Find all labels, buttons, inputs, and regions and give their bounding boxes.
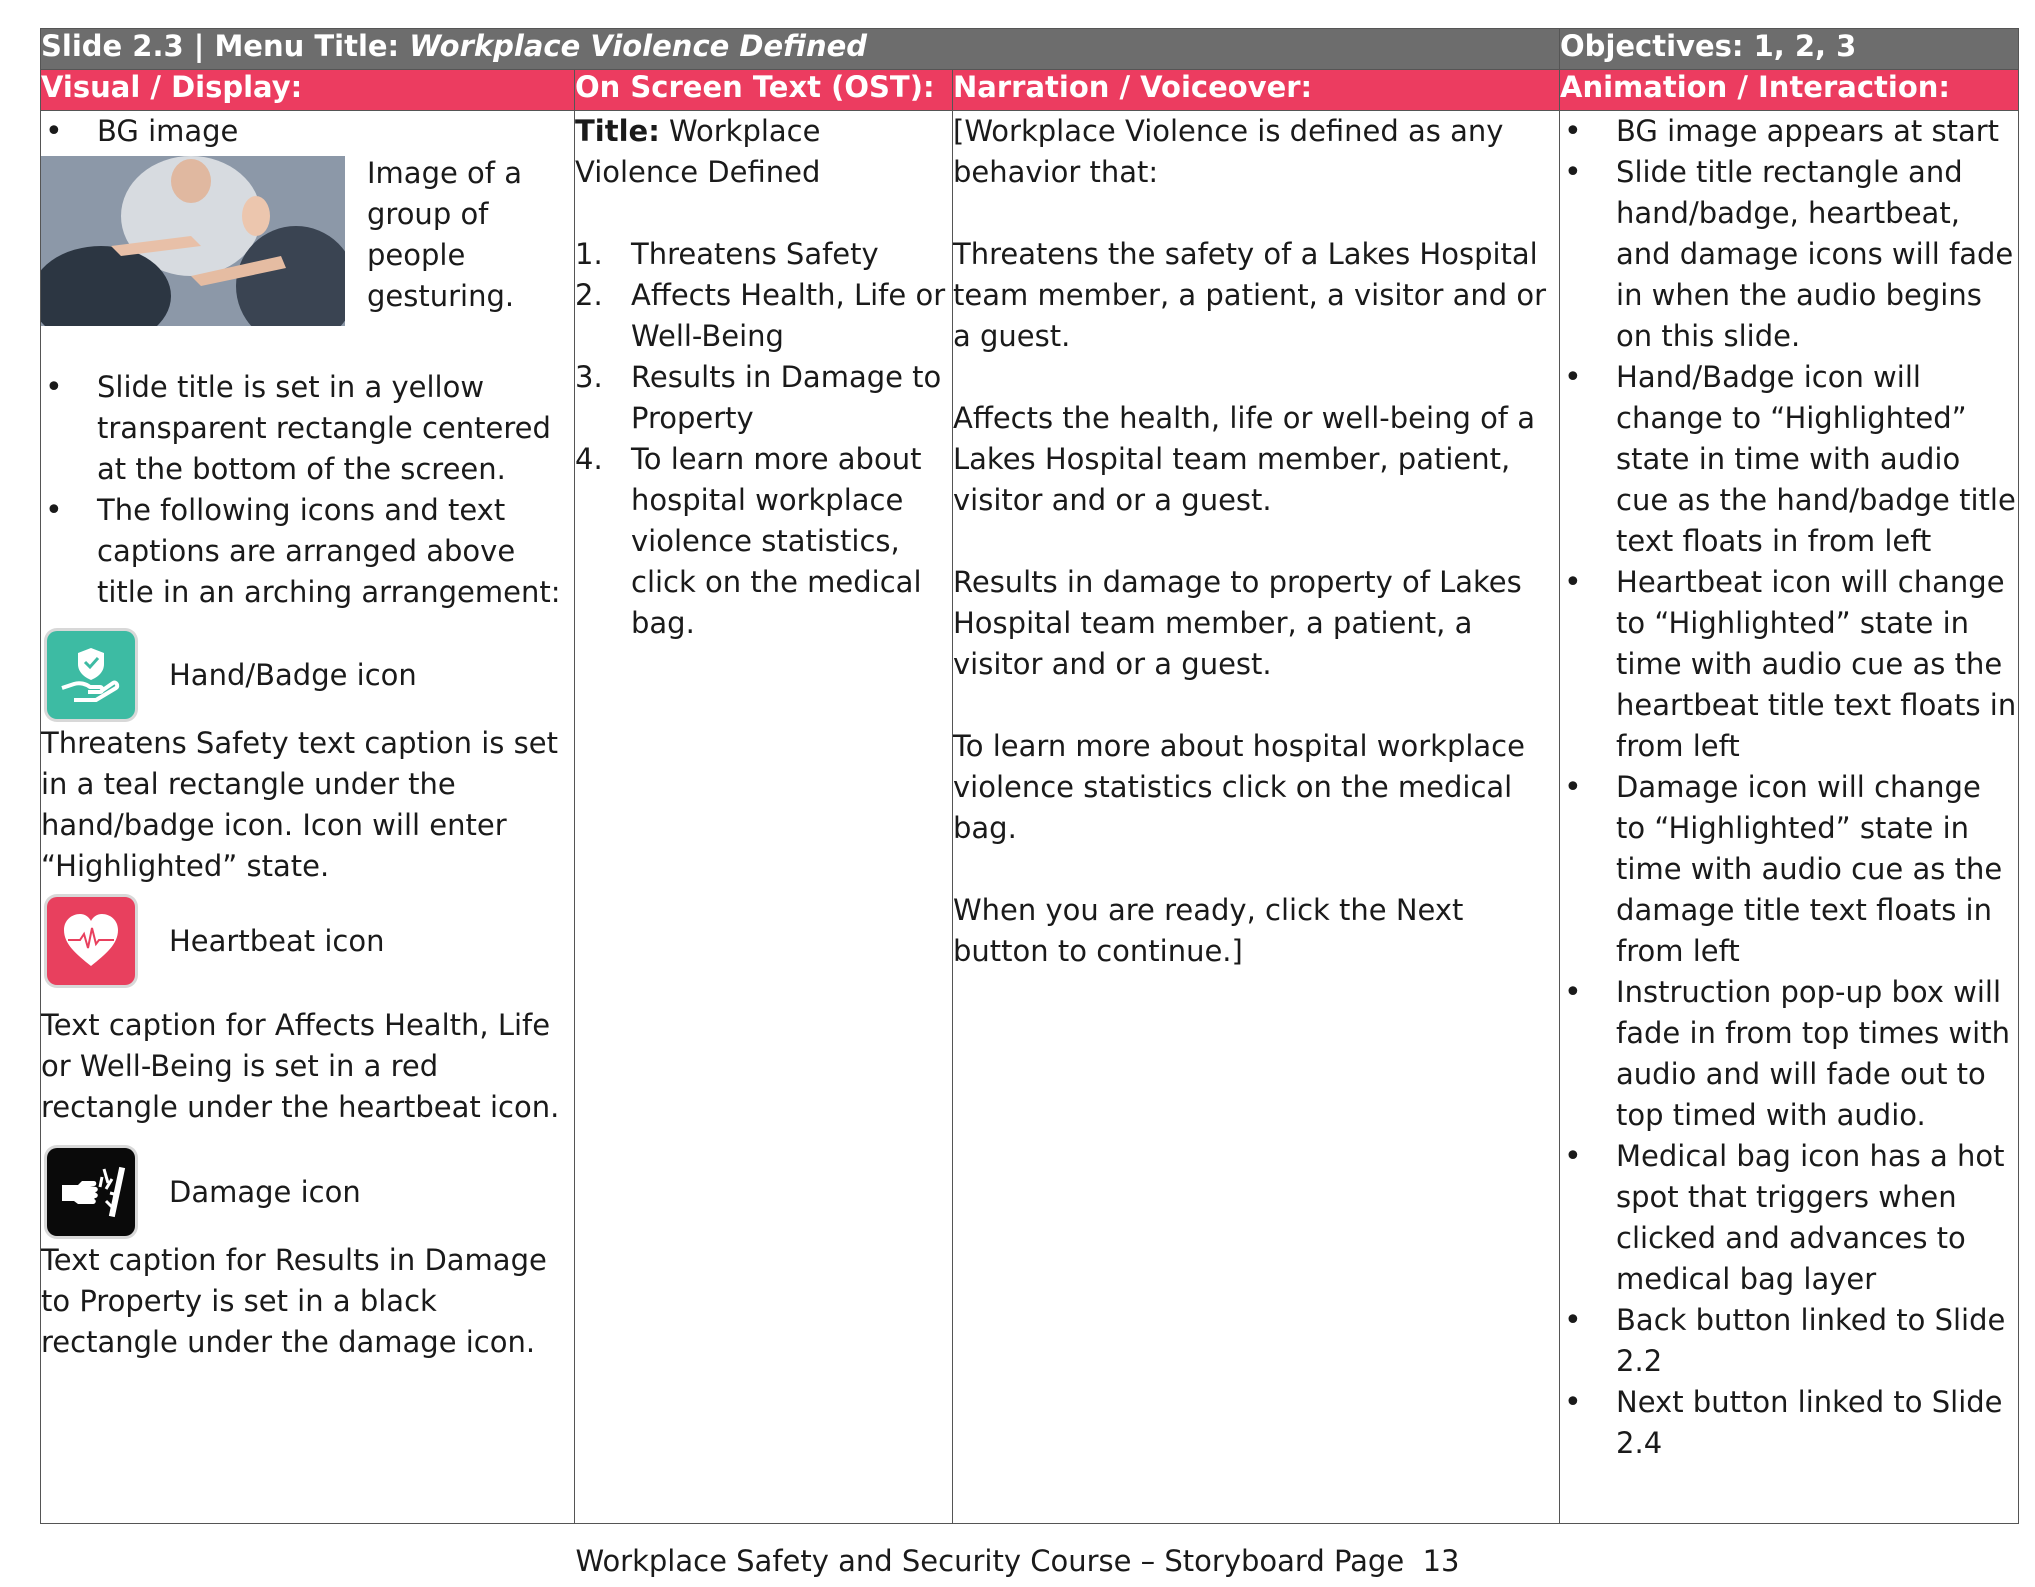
heartbeat-caption: Text caption for Affects Health, Life or Well-Being is set in a red rectangle under the heartbeat icon.	[41, 1008, 560, 1124]
animation-bullet: • Slide title rectangle and hand/badge, heartbeat, and damage icons will fade in when the audio begins on this slide.	[1560, 152, 2018, 357]
heartbeat-icon-label: Heartbeat icon	[169, 923, 385, 958]
heartbeat-icon	[47, 897, 135, 985]
ost-list-item: 4. To learn more about hospital workplace violence statistics, click on the medical bag.	[575, 442, 922, 640]
ost-list-item: 2. Affects Health, Life or Well-Being	[575, 278, 946, 353]
ost-list-item: 3. Results in Damage to Property	[575, 360, 942, 435]
hand-badge-caption: Threatens Safety text caption is set in a teal rectangle under the hand/badge icon. Icon will enter “Highlighted” state.	[41, 726, 558, 883]
heartbeat-icon-row	[41, 897, 574, 985]
narration-cell	[953, 111, 1560, 1524]
ost-title-label: Title:	[575, 114, 660, 148]
ost-title-text: Workplace Violence Defined	[575, 114, 821, 189]
animation-bullet: • BG image appears at start	[1560, 111, 2018, 152]
slide-label: Slide 2.3 | Menu Title:	[41, 29, 410, 63]
damage-icon-label: Damage icon	[169, 1174, 361, 1209]
narration-paragraph: Affects the health, life or well-being of a Lakes Hospital team member, patient, visitor and or a guest.	[953, 401, 1536, 517]
people-gesturing-image	[41, 156, 345, 326]
animation-bullet: • Damage icon will change to “Highlighted” state in time with audio cue as the damage title text floats in from left	[1560, 767, 2018, 972]
visual-header: Visual / Display:	[41, 70, 575, 111]
visual-cell	[41, 111, 575, 1524]
page-footer: Workplace Safety and Security Course – Storyboard Page 13	[575, 1544, 1460, 1578]
storyboard-table	[40, 28, 2019, 1524]
objectives-cell: Objectives: 1, 2, 3	[1560, 29, 2019, 70]
ost-cell	[575, 111, 953, 1524]
narration-header: Narration / Voiceover:	[953, 70, 1560, 111]
narration-paragraph: [Workplace Violence is defined as any behavior that:	[953, 114, 1504, 189]
hand-badge-icon-label: Hand/Badge icon	[169, 657, 417, 692]
narration-paragraph: To learn more about hospital workplace violence statistics click on the medical bag.	[953, 729, 1525, 845]
animation-cell	[1560, 111, 2019, 1524]
content-row	[41, 111, 2019, 1524]
visual-bullet: • Slide title is set in a yellow transparent rectangle centered at the bottom of the screen.	[41, 367, 574, 490]
slide-title-cell	[41, 29, 1560, 70]
animation-bullet: • Next button linked to Slide 2.4	[1560, 1382, 2018, 1464]
narration-paragraph: Threatens the safety of a Lakes Hospital team member, a patient, a visitor and or a guest.	[953, 237, 1547, 353]
ost-header: On Screen Text (OST):	[575, 70, 953, 111]
animation-bullet: • Heartbeat icon will change to “Highlighted” state in time with audio cue as the heartbeat title text floats in from left	[1560, 562, 2018, 767]
storyboard-sheet	[40, 28, 2018, 1524]
ost-list-item: 1. Threatens Safety	[575, 237, 879, 271]
animation-bullet: • Medical bag icon has a hot spot that triggers when clicked and advances to medical bag layer	[1560, 1136, 2018, 1300]
damage-icon	[47, 1148, 135, 1236]
image-caption: Image of a group of people gesturing.	[367, 156, 522, 313]
column-header-row	[41, 70, 2019, 111]
slide-header-row	[41, 29, 2019, 70]
ost-title	[575, 111, 952, 193]
damage-icon-row	[41, 1148, 574, 1236]
narration-paragraph: Results in damage to property of Lakes Hospital team member, a patient, a visitor and or a guest.	[953, 565, 1522, 681]
visual-bullet: • The following icons and text captions are arranged above title in an arching arrangement:	[41, 490, 574, 613]
animation-bullet: • Instruction pop-up box will fade in from top times with audio and will fade out to top timed with audio.	[1560, 972, 2018, 1136]
hand-badge-icon	[47, 631, 135, 719]
animation-bullet: • Hand/Badge icon will change to “Highlighted” state in time with audio cue as the hand/badge title text floats in from left	[1560, 357, 2018, 562]
animation-header: Animation / Interaction:	[1560, 70, 2019, 111]
hand-badge-icon-row	[41, 631, 574, 719]
bg-image-bullet: • BG image	[41, 111, 574, 152]
narration-paragraph: When you are ready, click the Next button to continue.]	[953, 893, 1464, 968]
background-photo-thumbnail	[41, 156, 345, 326]
animation-bullet: • Back button linked to Slide 2.2	[1560, 1300, 2018, 1382]
damage-caption: Text caption for Results in Damage to Property is set in a black rectangle under the damage icon.	[41, 1243, 547, 1359]
menu-title: Workplace Violence Defined	[409, 29, 868, 63]
photo-row	[41, 152, 574, 326]
